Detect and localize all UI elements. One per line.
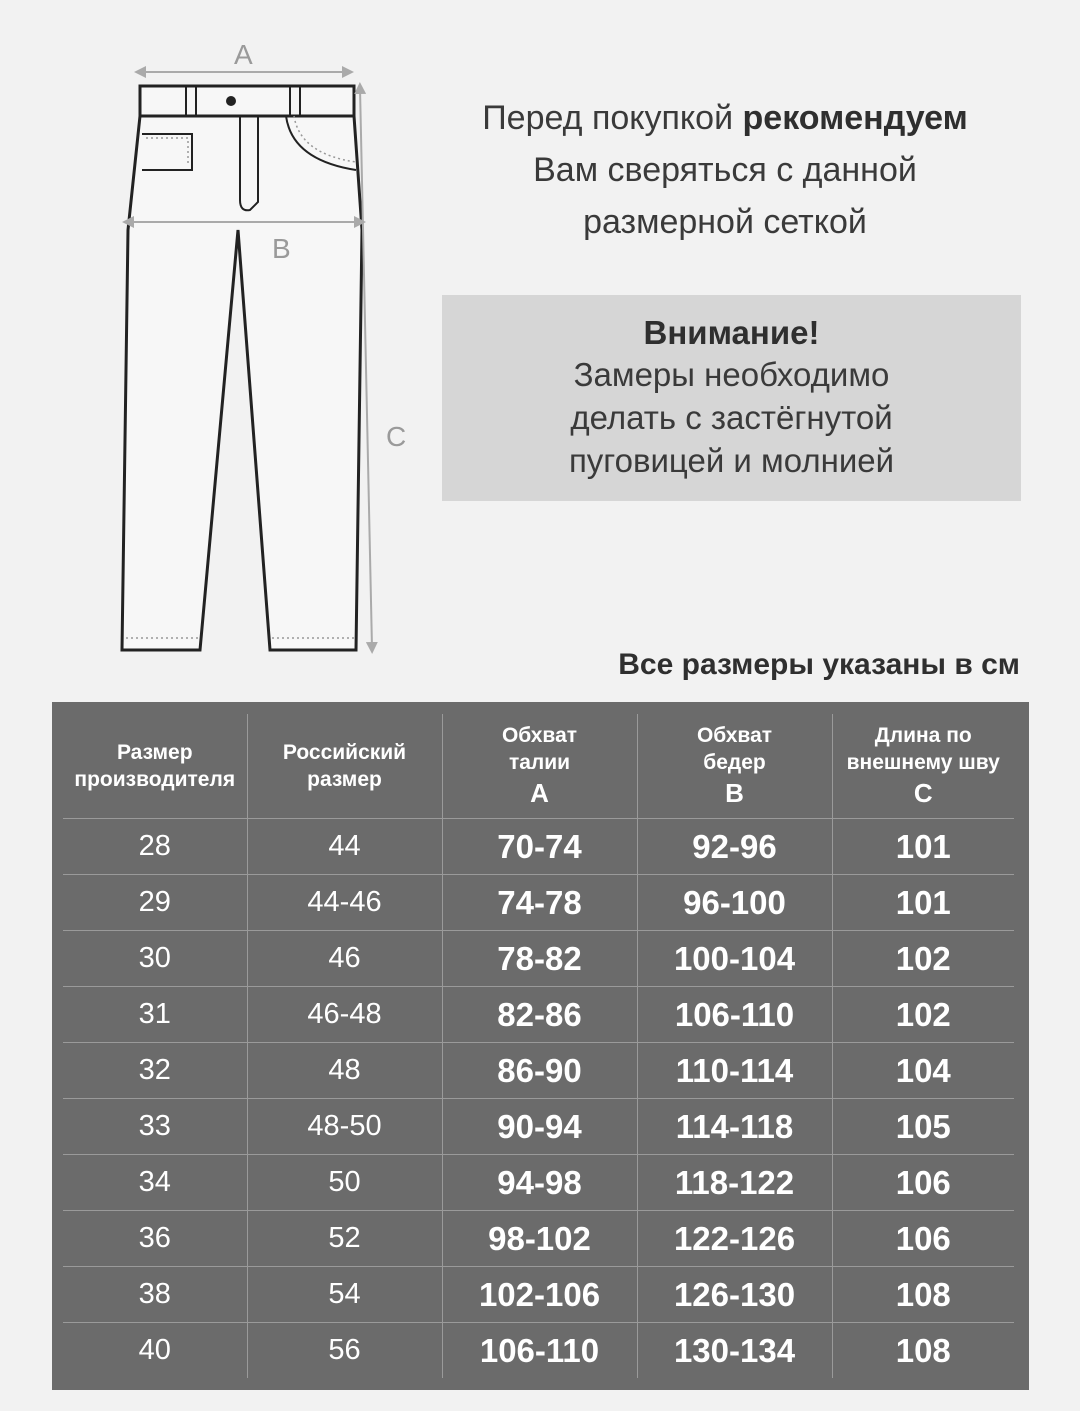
column-header-line-2: талии xyxy=(508,751,571,774)
recommendation-text xyxy=(430,92,1020,248)
table-cell: 98-102 xyxy=(442,1211,637,1267)
dimension-a-label: A xyxy=(234,39,253,70)
table-cell: 96-100 xyxy=(637,875,832,931)
column-header-line-1: Длина по xyxy=(874,724,972,747)
recommend-line-1-bold: рекомендуем xyxy=(742,99,968,137)
table-cell: 30 xyxy=(63,931,247,987)
column-header-line-2: внешнему шву xyxy=(846,751,1000,774)
pants-illustration xyxy=(110,30,430,670)
column-header-line-1: Обхват xyxy=(501,724,578,747)
table-cell: 110-114 xyxy=(637,1043,832,1099)
table-cell: 104 xyxy=(832,1043,1014,1099)
column-header-3 xyxy=(442,714,637,819)
table-cell: 46-48 xyxy=(247,987,442,1043)
column-header-line-1: Обхват xyxy=(696,724,773,747)
recommend-line-1-normal: Перед покупкой xyxy=(482,99,743,137)
table-cell: 44-46 xyxy=(247,875,442,931)
table-cell: 122-126 xyxy=(637,1211,832,1267)
table-cell: 105 xyxy=(832,1099,1014,1155)
attention-title: Внимание! xyxy=(643,314,820,351)
table-cell: 130-134 xyxy=(637,1323,832,1379)
table-cell: 50 xyxy=(247,1155,442,1211)
table-row xyxy=(63,875,1014,931)
table-cell: 48-50 xyxy=(247,1099,442,1155)
table-row xyxy=(63,1155,1014,1211)
table-cell: 118-122 xyxy=(637,1155,832,1211)
pants-diagram xyxy=(110,30,430,670)
table-cell: 101 xyxy=(832,819,1014,875)
table-cell: 44 xyxy=(247,819,442,875)
table-cell: 82-86 xyxy=(442,987,637,1043)
table-cell: 94-98 xyxy=(442,1155,637,1211)
table-cell: 106-110 xyxy=(442,1323,637,1379)
table-cell: 102 xyxy=(832,931,1014,987)
attention-line-2: делать с застёгнутой xyxy=(570,399,893,436)
table-cell: 33 xyxy=(63,1099,247,1155)
table-cell: 48 xyxy=(247,1043,442,1099)
recommend-line-3: размерной сеткой xyxy=(583,203,867,241)
table-cell: 32 xyxy=(63,1043,247,1099)
column-header-letter: C xyxy=(913,778,933,808)
table-cell: 29 xyxy=(63,875,247,931)
size-table-container xyxy=(52,702,1029,1390)
table-cell: 28 xyxy=(63,819,247,875)
table-cell: 78-82 xyxy=(442,931,637,987)
table-row xyxy=(63,987,1014,1043)
table-cell: 126-130 xyxy=(637,1267,832,1323)
recommend-line-2: Вам сверяться с данной xyxy=(533,151,917,189)
table-cell: 40 xyxy=(63,1323,247,1379)
table-cell: 36 xyxy=(63,1211,247,1267)
table-cell: 74-78 xyxy=(442,875,637,931)
table-row xyxy=(63,1211,1014,1267)
table-row xyxy=(63,819,1014,875)
size-table xyxy=(63,714,1014,1378)
attention-line-3: пуговицей и молнией xyxy=(568,442,895,479)
table-cell: 106-110 xyxy=(637,987,832,1043)
table-row xyxy=(63,1323,1014,1379)
dimension-c-label: C xyxy=(386,421,407,452)
table-cell: 102 xyxy=(832,987,1014,1043)
recommend-line-1 xyxy=(430,92,1020,144)
dimension-b-label: B xyxy=(272,233,291,264)
column-header-line-2: производителя xyxy=(74,768,236,791)
table-cell: 34 xyxy=(63,1155,247,1211)
units-note: Все размеры указаны в см xyxy=(618,648,1020,681)
table-cell: 54 xyxy=(247,1267,442,1323)
column-header-5 xyxy=(832,714,1014,819)
column-header-line-2: размер xyxy=(307,768,382,791)
table-row xyxy=(63,931,1014,987)
column-header-line-2: бедер xyxy=(703,751,766,774)
table-cell: 114-118 xyxy=(637,1099,832,1155)
table-cell: 108 xyxy=(832,1323,1014,1379)
table-cell: 106 xyxy=(832,1211,1014,1267)
table-cell: 86-90 xyxy=(442,1043,637,1099)
table-cell: 101 xyxy=(832,875,1014,931)
table-header-row xyxy=(63,714,1014,819)
table-cell: 46 xyxy=(247,931,442,987)
table-cell: 70-74 xyxy=(442,819,637,875)
table-cell: 52 xyxy=(247,1211,442,1267)
column-header-1 xyxy=(63,714,247,819)
column-header-line-1: Российский xyxy=(282,741,407,764)
table-cell: 106 xyxy=(832,1155,1014,1211)
column-header-4 xyxy=(637,714,832,819)
table-row xyxy=(63,1043,1014,1099)
table-cell: 38 xyxy=(63,1267,247,1323)
table-cell: 56 xyxy=(247,1323,442,1379)
column-header-line-1: Размер xyxy=(116,741,193,764)
column-header-2 xyxy=(247,714,442,819)
table-cell: 90-94 xyxy=(442,1099,637,1155)
attention-line-1: Замеры необходимо xyxy=(573,356,890,393)
table-cell: 100-104 xyxy=(637,931,832,987)
table-row xyxy=(63,1267,1014,1323)
table-cell: 92-96 xyxy=(637,819,832,875)
column-header-letter: B xyxy=(725,778,744,808)
table-body xyxy=(63,819,1014,1379)
attention-box xyxy=(442,295,1021,501)
column-header-letter: A xyxy=(530,778,549,808)
table-cell: 102-106 xyxy=(442,1267,637,1323)
table-cell: 108 xyxy=(832,1267,1014,1323)
table-row xyxy=(63,1099,1014,1155)
table-cell: 31 xyxy=(63,987,247,1043)
